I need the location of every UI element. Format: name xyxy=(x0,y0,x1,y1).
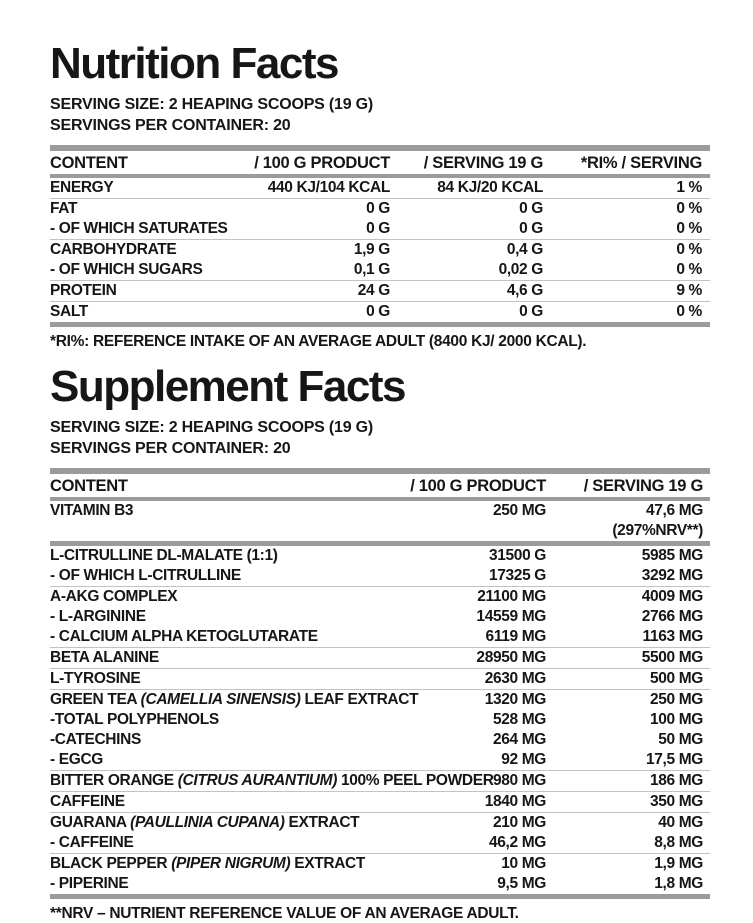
per-serving-amount: 40 MG xyxy=(658,814,703,831)
per-serving-value xyxy=(546,566,710,587)
supplement-table-row xyxy=(50,833,710,854)
per-serving-value: 0 G xyxy=(390,302,543,325)
ri-percent-value: 1 % xyxy=(543,176,710,199)
per-serving-value: 0 G xyxy=(390,219,543,240)
ingredient-name xyxy=(50,499,386,544)
per-100g-value: 28950 MG xyxy=(386,648,546,669)
ingredient-name-text: CAFFEINE xyxy=(50,793,125,810)
ingredient-name-text: - PIPERINE xyxy=(50,875,129,892)
per-serving-amount: 4009 MG xyxy=(641,588,703,605)
supplement-facts-section xyxy=(50,362,710,923)
per-100g-value: 21100 MG xyxy=(477,588,546,605)
per-100g-value: 1,9 G xyxy=(353,241,390,258)
per-serving-amount: 2766 MG xyxy=(641,608,703,625)
per-100g-value: 528 MG xyxy=(492,711,546,728)
per-serving-value xyxy=(546,669,710,690)
supplement-table-row xyxy=(50,627,710,648)
per-serving-amount: 5500 MG xyxy=(641,649,703,666)
per-100g-value: 0,1 G xyxy=(220,260,390,281)
nutrition-table-row xyxy=(50,199,710,220)
per-100g-value: 440 KJ/104 KCAL xyxy=(220,176,390,199)
ingredient-name xyxy=(50,627,386,648)
supplement-table-row xyxy=(50,813,710,834)
ingredient-name xyxy=(50,607,386,627)
per-serving-value xyxy=(546,854,710,875)
per-serving-value: 4,6 G xyxy=(390,281,543,302)
per-serving-amount: 350 MG xyxy=(649,793,703,810)
ingredient-name-text: L-CITRULLINE DL-MALATE (1:1) xyxy=(50,547,278,564)
ingredient-name-text: A-AKG COMPLEX xyxy=(50,588,178,605)
ingredient-name-suffix: 100% PEEL POWDER xyxy=(337,772,494,789)
nutrition-table-row xyxy=(50,281,710,302)
per-serving-amount: 47,6 MG xyxy=(646,502,703,519)
per-serving-value xyxy=(546,730,710,750)
ingredient-name-text: - EGCG xyxy=(50,751,104,768)
supplement-table-row xyxy=(50,607,710,627)
per-serving-amount: 1,8 MG xyxy=(654,875,703,892)
per-serving-value xyxy=(546,750,710,771)
ingredient-name-text: - L-ARGININE xyxy=(50,608,146,625)
per-serving-value xyxy=(546,813,710,834)
ingredient-name xyxy=(50,833,386,854)
per-serving-value: 84 KJ/20 KCAL xyxy=(390,176,543,199)
supplement-table-header-row xyxy=(50,471,710,499)
supplement-nrv-footnote: **NRV – NUTRIENT REFERENCE VALUE OF AN AVERAGE ADULT. xyxy=(50,905,519,922)
nutrition-table-row xyxy=(50,176,710,199)
ingredient-latin-name: (PAULLINIA CUPANA) xyxy=(130,814,285,831)
ingredient-latin-name: (PIPER NIGRUM) xyxy=(171,855,291,872)
ingredient-name-text: GREEN TEA xyxy=(50,691,141,708)
supplement-serving-size: SERVING SIZE: 2 HEAPING SCOOPS (19 G) xyxy=(50,419,374,436)
ingredient-name: - OF WHICH SUGARS xyxy=(50,260,220,281)
ingredient-name-text: -CATECHINS xyxy=(50,731,141,748)
ingredient-name xyxy=(50,587,386,608)
ingredient-name xyxy=(50,730,386,750)
per-serving-value: 0,4 G xyxy=(506,241,543,258)
ingredient-name-text: BETA ALANINE xyxy=(50,649,159,666)
per-100g-value: 6119 MG xyxy=(386,627,546,648)
ingredient-name xyxy=(50,813,386,834)
supplement-table-row xyxy=(50,710,710,730)
per-100g-value: 2630 MG xyxy=(386,669,546,690)
per-serving-amount: 3292 MG xyxy=(641,567,703,584)
per-serving-value xyxy=(546,771,710,792)
per-100g-value: 31500 G xyxy=(488,547,546,564)
per-100g-value: 10 MG xyxy=(501,855,546,872)
ingredient-name-text: GUARANA xyxy=(50,814,131,831)
ingredient-name: ENERGY xyxy=(50,176,220,199)
per-serving-amount: 17,5 MG xyxy=(646,751,703,768)
ingredient-name-suffix: LEAF EXTRACT xyxy=(300,691,419,708)
per-serving-value: 0 G xyxy=(519,200,543,217)
per-100g-value: 92 MG xyxy=(386,750,546,771)
per-100g-value: 210 MG xyxy=(492,814,546,831)
supplement-table-row xyxy=(50,854,710,875)
ingredient-name xyxy=(50,566,386,587)
column-header-ri-percent: *RI% / SERVING xyxy=(543,148,710,176)
per-serving-amount: 250 MG xyxy=(649,691,703,708)
per-100g-value: 46,2 MG xyxy=(386,833,546,854)
per-serving-amount: 186 MG xyxy=(649,772,703,789)
per-100g-value: 24 G xyxy=(220,281,390,302)
column-header-per-100g: / 100 G PRODUCT xyxy=(386,471,546,499)
supplement-table-row xyxy=(50,587,710,608)
ingredient-name: FAT xyxy=(50,200,78,217)
ri-percent-value: 9 % xyxy=(543,281,710,302)
per-serving-value xyxy=(546,710,710,730)
ingredient-name: - OF WHICH SATURATES xyxy=(50,219,220,240)
ingredient-name-suffix: EXTRACT xyxy=(284,814,360,831)
ri-percent-value: 0 % xyxy=(676,200,702,217)
column-header-content: CONTENT xyxy=(50,148,220,176)
ingredient-name xyxy=(50,792,386,813)
nutrition-servings-per-container: SERVINGS PER CONTAINER: 20 xyxy=(50,117,291,134)
ingredient-name xyxy=(50,690,419,711)
supplement-table-row xyxy=(50,771,710,792)
per-100g-value: 264 MG xyxy=(492,731,546,748)
per-100g-value: 1840 MG xyxy=(386,792,546,813)
nutrition-ri-footnote: *RI%: REFERENCE INTAKE OF AN AVERAGE ADULT (8400 KJ/ 2000 KCAL). xyxy=(50,333,587,350)
nutrition-table-row xyxy=(50,240,710,261)
supplement-table-row xyxy=(50,499,710,544)
ingredient-name: PROTEIN xyxy=(50,281,220,302)
ingredient-name-text: -TOTAL POLYPHENOLS xyxy=(50,711,219,728)
ingredient-latin-name: (CITRUS AURANTIUM) xyxy=(177,772,338,789)
ingredient-name-text: VITAMIN B3 xyxy=(50,502,134,519)
per-serving-amount: 8,8 MG xyxy=(654,834,703,851)
nutrition-facts-title: Nutrition Facts xyxy=(50,39,338,88)
supplement-table-row xyxy=(50,690,710,711)
nutrition-facts-section xyxy=(50,39,710,351)
per-100g-value: 0 G xyxy=(366,200,390,217)
nutrition-serving-size: SERVING SIZE: 2 HEAPING SCOOPS (19 G) xyxy=(50,96,374,113)
per-serving-amount: 50 MG xyxy=(658,731,703,748)
ingredient-name-text: - CALCIUM ALPHA KETOGLUTARATE xyxy=(50,628,318,645)
per-serving-value xyxy=(546,607,710,627)
per-serving-value xyxy=(546,627,710,648)
ingredient-name-text: - OF WHICH L-CITRULLINE xyxy=(50,567,241,584)
per-serving-value xyxy=(546,792,710,813)
per-serving-value: 0,02 G xyxy=(390,260,543,281)
ingredient-name-text: BLACK PEPPER xyxy=(50,855,172,872)
column-header-content: CONTENT xyxy=(50,471,386,499)
supplement-table-row xyxy=(50,750,710,771)
per-serving-amount: 100 MG xyxy=(649,711,703,728)
per-serving-value xyxy=(546,690,710,711)
nutrition-table-row xyxy=(50,302,710,325)
per-serving-value xyxy=(546,587,710,608)
supplement-table-row xyxy=(50,792,710,813)
ri-percent-value: 0 % xyxy=(543,219,710,240)
ingredient-name-text: BITTER ORANGE xyxy=(50,772,178,789)
ingredient-latin-name: (CAMELLIA SINENSIS) xyxy=(140,691,301,708)
ingredient-name xyxy=(50,648,386,669)
ingredient-name xyxy=(50,854,386,875)
per-serving-value xyxy=(546,648,710,669)
column-header-per-100g: / 100 G PRODUCT xyxy=(220,148,390,176)
per-serving-value xyxy=(546,833,710,854)
nutrition-table-row xyxy=(50,260,710,281)
ri-percent-value: 0 % xyxy=(543,302,710,325)
ingredient-name xyxy=(50,771,494,792)
per-100g-value: 250 MG xyxy=(386,499,546,544)
nutrition-facts-table xyxy=(50,145,710,327)
supplement-table-row xyxy=(50,648,710,669)
supplement-table-row xyxy=(50,730,710,750)
per-serving-amount: 500 MG xyxy=(649,670,703,687)
nutrition-table-header-row xyxy=(50,148,710,176)
supplement-facts-title: Supplement Facts xyxy=(50,362,405,411)
per-serving-value xyxy=(546,499,710,544)
per-100g-value: 17325 G xyxy=(386,566,546,587)
ingredient-name-text: L-TYROSINE xyxy=(50,670,141,687)
per-100g-value: 0 G xyxy=(220,219,390,240)
ingredient-name xyxy=(50,874,386,897)
column-header-per-serving: / SERVING 19 G xyxy=(390,148,543,176)
ingredient-name xyxy=(50,750,386,771)
per-100g-value: 1320 MG xyxy=(484,691,546,708)
per-serving-amount: 1163 MG xyxy=(642,628,703,645)
per-serving-value xyxy=(546,544,710,567)
ingredient-name: SALT xyxy=(50,302,220,325)
per-100g-value: 0 G xyxy=(220,302,390,325)
supplement-facts-table xyxy=(50,468,710,899)
per-100g-value: 980 MG xyxy=(386,771,546,792)
ingredient-name-text: - CAFFEINE xyxy=(50,834,134,851)
ingredient-name xyxy=(50,669,386,690)
ingredient-name xyxy=(50,710,386,730)
column-header-per-serving: / SERVING 19 G xyxy=(546,471,710,499)
ingredient-name xyxy=(50,544,386,567)
supplement-table-row xyxy=(50,669,710,690)
nrv-percent: (297%NRV**) xyxy=(612,522,703,539)
supplement-table-row xyxy=(50,874,710,897)
ri-percent-value: 0 % xyxy=(676,241,702,258)
per-serving-amount: 1,9 MG xyxy=(654,855,703,872)
supplement-table-row xyxy=(50,544,710,567)
ingredient-name-suffix: EXTRACT xyxy=(290,855,366,872)
per-100g-value: 14559 MG xyxy=(476,608,546,625)
supplement-servings-per-container: SERVINGS PER CONTAINER: 20 xyxy=(50,440,291,457)
nutrition-table-row xyxy=(50,219,710,240)
supplement-table-row xyxy=(50,566,710,587)
per-serving-amount: 5985 MG xyxy=(641,547,703,564)
per-100g-value: 9,5 MG xyxy=(386,874,546,897)
ri-percent-value: 0 % xyxy=(543,260,710,281)
per-serving-value xyxy=(546,874,710,897)
ingredient-name: CARBOHYDRATE xyxy=(50,241,177,258)
